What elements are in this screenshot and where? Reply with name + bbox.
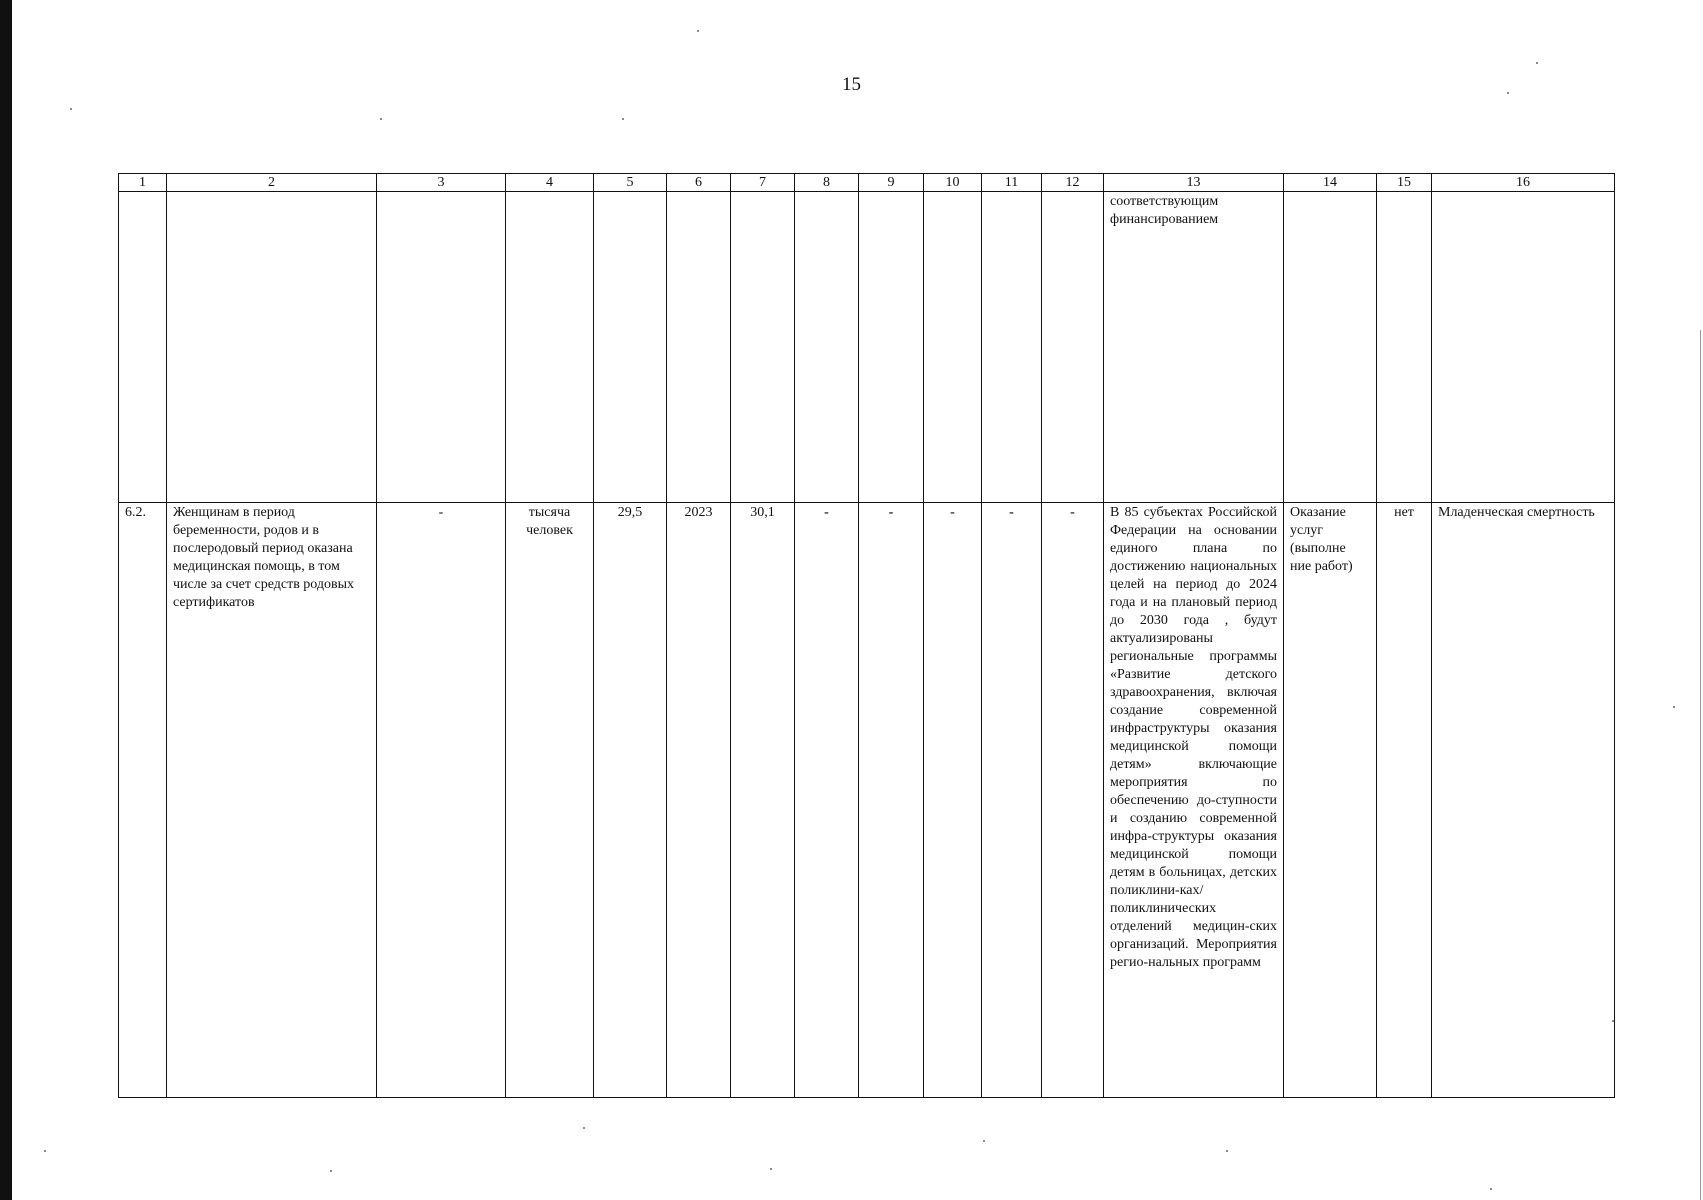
col9-cell: -: [859, 503, 924, 1098]
scan-speck: [583, 1127, 585, 1129]
row-number-cell: 6.2.: [119, 503, 167, 1098]
header-cell: 14: [1284, 174, 1377, 192]
scan-speck: [380, 118, 382, 120]
header-cell: 4: [506, 174, 594, 192]
header-cell: 11: [982, 174, 1042, 192]
scan-speck: [1507, 92, 1509, 94]
scan-speck: [1226, 1150, 1228, 1152]
base-year-cell: 2023: [667, 503, 731, 1098]
table-cell: [982, 192, 1042, 503]
indicator-name-cell: Женщинам в период беременности, родов и в послеродовый период оказана медицинская помощь, в том числе за счет средств родовых сертификатов: [167, 503, 377, 1098]
scan-speck: [1612, 1020, 1614, 1022]
header-cell: 3: [377, 174, 506, 192]
scan-speck: [70, 108, 72, 110]
col12-cell: -: [1042, 503, 1104, 1098]
scan-left-edge: [0, 0, 12, 1200]
table-cell: [1377, 192, 1432, 503]
scan-speck: [330, 1170, 332, 1172]
table-cell: [1284, 192, 1377, 503]
continued-description-cell: соответствующим финансированием: [1104, 192, 1284, 503]
table-row-continued: [119, 192, 1615, 503]
col7-value-cell: 30,1: [731, 503, 795, 1098]
indicator-cell: Младенческая смертность: [1432, 503, 1615, 1098]
header-cell: 12: [1042, 174, 1104, 192]
scan-speck: [44, 1150, 46, 1152]
scan-speck: [697, 30, 699, 32]
header-cell: 2: [167, 174, 377, 192]
table-cell: [924, 192, 982, 503]
scan-speck: [983, 1140, 985, 1142]
col8-cell: -: [795, 503, 859, 1098]
table-cell: [167, 192, 377, 503]
header-cell: 7: [731, 174, 795, 192]
table-cell: [506, 192, 594, 503]
header-cell: 8: [795, 174, 859, 192]
header-cell: 9: [859, 174, 924, 192]
table-cell: [119, 192, 167, 503]
header-row: [119, 174, 1615, 192]
table-cell: [667, 192, 731, 503]
header-cell: 6: [667, 174, 731, 192]
data-table: [118, 173, 1615, 1098]
col15-cell: нет: [1377, 503, 1432, 1098]
header-cell: 5: [594, 174, 667, 192]
description-cell: В 85 субъектах Российской Федерации на основании единого плана по достижению национальных целей на период до 2024 года и на плановый период до 2030 года , будут актуализированы региональные программы «Развитие детского здравоохранения, включая создание современной инфраструктуры оказания медицинской помощи детям» включающие мероприятия по обеспечению до-ступности и созданию современной инфра-структуры оказания медицинской помощи детям в больницах, детских поликлини-ках/поликлинических отделений медицин-ских организаций. Мероприятия регио-нальных программ: [1104, 503, 1284, 1098]
unit-cell: тысяча человек: [506, 503, 594, 1098]
header-cell: 16: [1432, 174, 1615, 192]
scan-speck: [770, 1168, 772, 1170]
table-cell: [1432, 192, 1615, 503]
table-row-6-2: [119, 503, 1615, 1098]
table-cell: [859, 192, 924, 503]
scan-speck: [1490, 1188, 1492, 1190]
header-cell: 10: [924, 174, 982, 192]
col11-cell: -: [982, 503, 1042, 1098]
header-cell: 1: [119, 174, 167, 192]
header-cell: 15: [1377, 174, 1432, 192]
scan-speck: [1536, 62, 1538, 64]
col3-cell: -: [377, 503, 506, 1098]
table-cell: [377, 192, 506, 503]
table-cell: [731, 192, 795, 503]
base-value-cell: 29,5: [594, 503, 667, 1098]
table-cell: [795, 192, 859, 503]
scan-speck: [1673, 706, 1675, 708]
col10-cell: -: [924, 503, 982, 1098]
table-cell: [1042, 192, 1104, 503]
page-number: 15: [842, 74, 861, 95]
scan-speck: [622, 118, 624, 120]
type-cell: Оказание услуг (выполне ние работ): [1284, 503, 1377, 1098]
header-cell: 13: [1104, 174, 1284, 192]
table-cell: [594, 192, 667, 503]
scan-right-edge: [1700, 330, 1701, 1200]
